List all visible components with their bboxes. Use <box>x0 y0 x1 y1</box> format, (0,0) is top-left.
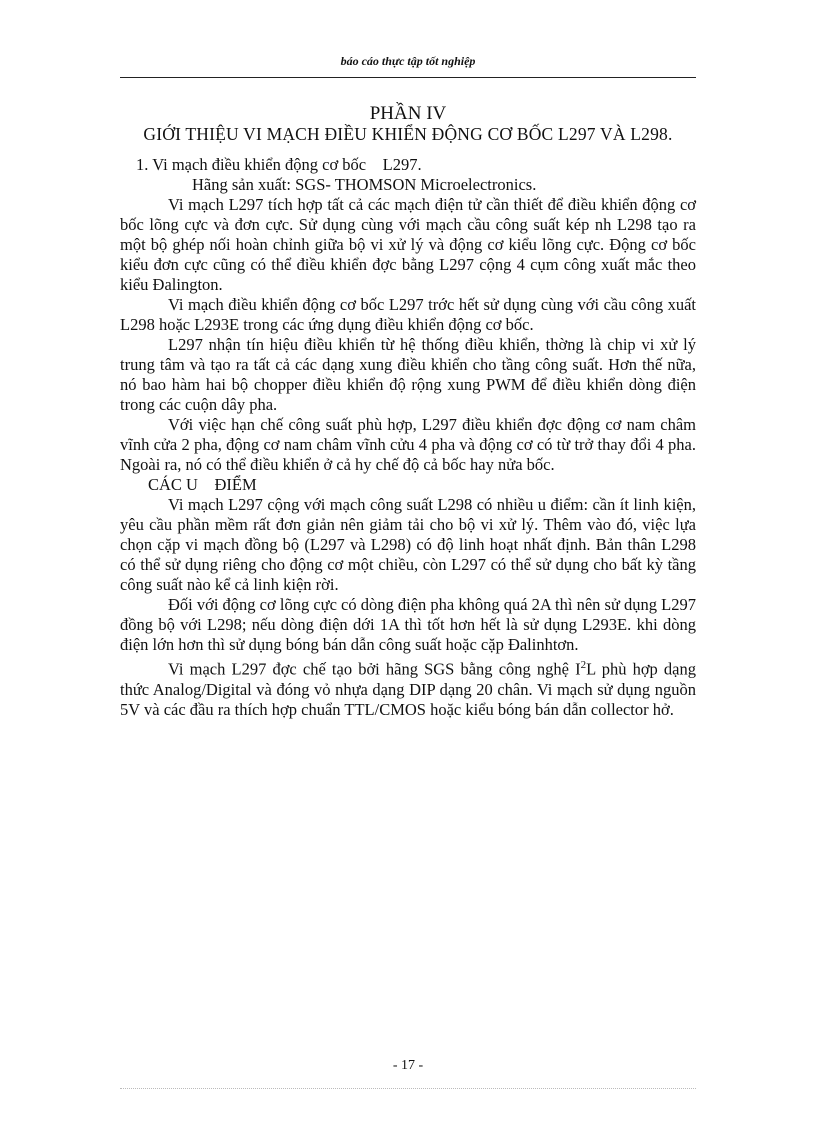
paragraph-part: Vi mạch L297 đợc chế tạo bởi hãng SGS bằng công nghệ I <box>168 659 581 679</box>
header-rule <box>120 77 696 78</box>
paragraph <box>120 655 696 720</box>
superscript: 2 <box>580 659 587 671</box>
manufacturer-line: Hãng sản xuất: SGS- THOMSON Microelectronics. <box>192 175 537 194</box>
paragraph: Với việc hạn chế công suất phù hợp, L297 điều khiển đợc động cơ nam châm vĩnh cửa 2 pha, động cơ nam châm vĩnh cửu 4 pha và động cơ có từ trở thay đổi 4 pha. Ngoài ra, nó có thể điều khiển ở cả hy chế độ cả bốc hay nửa bốc. <box>120 415 696 474</box>
document-title: GIỚI THIỆU VI MẠCH ĐIỀU KHIỂN ĐỘNG CƠ BỐC L297 VÀ L298. <box>143 124 673 144</box>
paragraph-part: L phù hợp dạng thức Analog/Digital và đóng vỏ nhựa dạng DIP dạng 20 chân. Vi mạch sử dụng nguồn 5V và các đầu ra thích hợp chuẩn TTL/CMOS hoặc kiểu bóng bán dẫn collector hở. <box>120 659 696 719</box>
paragraph: L297 nhận tín hiệu điều khiển từ hệ thống điều khiển, thờng là chip vi xử lý trung tâm và tạo ra tất cả các dạng xung điều khiển cho tầng công suất. Hơn thế nữa, nó bao hàm hai bộ chopper điều khiển độ rộng xung PWM để điều khiển dòng điện trong các cuộn dây pha. <box>120 335 696 414</box>
paragraph: Vi mạch L297 cộng với mạch công suất L298 có nhiều u điểm: cần ít linh kiện, yêu cầu phần mềm rất đơn giản nên giảm tải cho bộ vi xử lý. Thêm vào đó, việc lựa chọn cặp vi mạch đồng bộ (L297 và L298) có độ linh hoạt nhất định. Bản thân L298 có thể sử dụng riêng cho động cơ một chiều, còn L297 có thể sử dụng cho bất kỳ tầng công suất nào kể cả linh kiện rời. <box>120 495 696 594</box>
chapter-heading: PHẦN IV <box>369 103 447 124</box>
paragraph: Vi mạch L297 tích hợp tất cả các mạch điện tử cần thiết để điều khiển động cơ bốc lõng cực và đơn cực. Sử dụng cùng với mạch cầu công suất kép nh L298 tạo ra một bộ ghép nối hoàn chỉnh giữa bộ vi xử lý và động cơ kiểu lõng cực. Động cơ bốc kiểu đơn cực cũng có thể điều khiển đợc bằng L297 cộng 4 cụm công xuất mắc theo kiểu Đalington. <box>120 195 696 294</box>
page-number: - 17 - <box>392 1058 424 1073</box>
footer-rule <box>120 1088 696 1089</box>
paragraph: Đối với động cơ lõng cực có dòng điện pha không quá 2A thì nên sử dụng L297 đồng bộ với L298; nếu dòng điện dới 1A thì tốt hơn hết là sử dụng L293E. khi dòng điện lớn hơn thì sử dụng bóng bán dẫn công suất hoặc cặp Đalinhtơn. <box>120 595 696 654</box>
body-text <box>120 155 696 720</box>
paragraph: Vi mạch điều khiển động cơ bốc L297 trớc hết sử dụng cùng với cầu công xuất L298 hoặc L293E trong các ứng dụng điều khiển động cơ bốc. <box>120 295 696 334</box>
advantages-heading: CÁC U ĐIỂM <box>148 475 257 494</box>
section-heading: 1. Vi mạch điều khiển động cơ bốc L297. <box>136 155 422 174</box>
page-header: báo cáo thực tập tốt nghiệp <box>340 54 476 68</box>
